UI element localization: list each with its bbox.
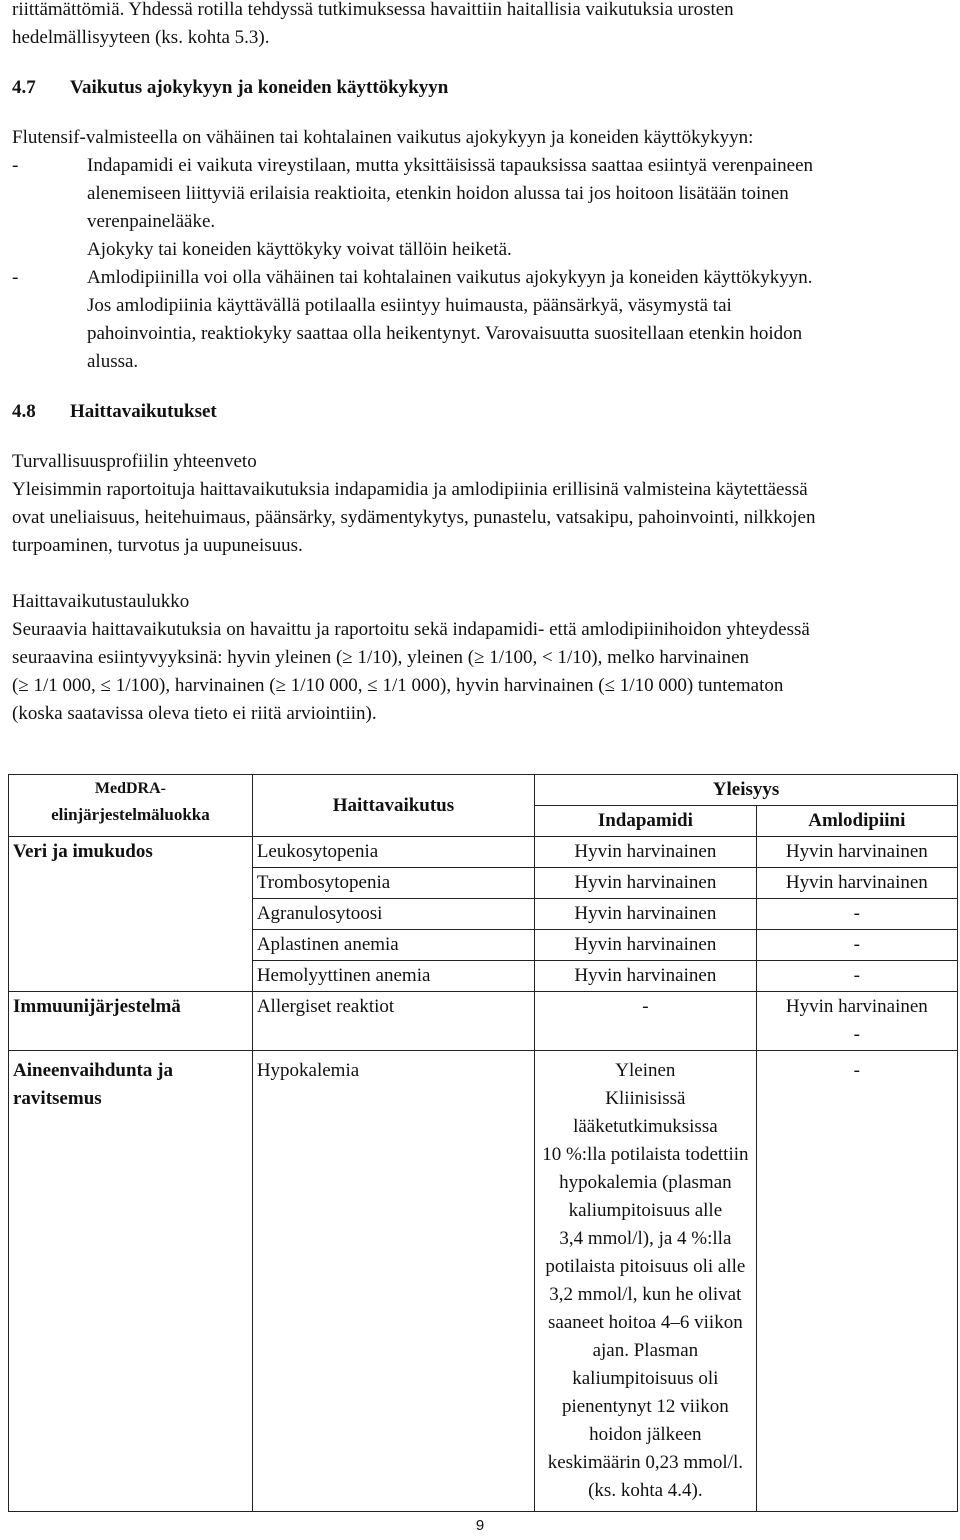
paragraph-line: Seuraavia haittavaikutuksia on havaittu ja raportoitu sekä indapamidi- että amlodipiinihoidon yhteydessä xyxy=(12,619,810,640)
note-line: (ks. kohta 4.4). xyxy=(588,1480,703,1501)
section-number: 4.7 xyxy=(12,77,36,98)
soc-cell xyxy=(9,930,253,961)
soc-cell xyxy=(9,961,253,992)
amlodipine-cell: Hyvin harvinainen xyxy=(756,837,957,868)
paragraph-line: turpoaminen, turvotus ja uupuneisuus. xyxy=(12,535,303,556)
note-line: lääketutkimuksissa xyxy=(573,1116,718,1137)
effect-cell: Leukosytopenia xyxy=(252,837,534,868)
note-line: hoidon jälkeen xyxy=(589,1424,702,1445)
intro-line-1: riittämättömiä. Yhdessä rotilla tehdyssä tutkimuksessa havaittiin haitallisia vaikutuksia urosten xyxy=(12,0,734,20)
table-row xyxy=(9,930,958,961)
bullet-line: alenemiseen liittyviä erilaisia reaktioita, etenkin hoidon alussa tai jos hoitoon lisätään toinen xyxy=(87,183,789,204)
indapamide-cell: - xyxy=(535,992,757,1051)
amlodipine-cell xyxy=(756,992,957,1051)
indapamide-cell: Hyvin harvinainen xyxy=(535,930,757,961)
note-line: kaliumpitoisuus alle xyxy=(568,1200,723,1221)
paragraph-line: ovat uneliaisuus, heitehuimaus, päänsärky, sydämentykytys, punastelu, vatsakipu, pahoinvointi, nilkkojen xyxy=(12,507,816,528)
indapamide-cell: Hyvin harvinainen xyxy=(535,868,757,899)
note-line: saaneet hoitoa 4–6 viikon xyxy=(548,1312,743,1333)
note-line: keskimäärin 0,23 mmol/l. xyxy=(547,1452,743,1473)
note-line: kaliumpitoisuus oli xyxy=(572,1368,719,1389)
effect-cell: Agranulosytoosi xyxy=(252,899,534,930)
header-soc-line1: MedDRA- xyxy=(94,780,166,797)
table-row xyxy=(9,899,958,930)
section-4-7-heading xyxy=(12,74,948,102)
soc-cell xyxy=(9,899,253,930)
table-row xyxy=(9,992,958,1051)
paragraph-line: Yleisimmin raportoituja haittavaikutuksia indapamidia ja amlodipiinia erillisinä valmisteina käytettäessä xyxy=(12,479,808,500)
note-line: hypokalemia (plasman xyxy=(559,1172,732,1193)
bullet-line: Amlodipiinilla voi olla vähäinen tai kohtalainen vaikutus ajokykyyn ja koneiden käyttökykyyn. xyxy=(87,267,813,288)
bullet-line: Indapamidi ei vaikuta vireystilaan, mutta yksittäisissä tapauksissa saattaa esiintyä verenpaineen xyxy=(87,155,813,176)
bullet-amlodipine xyxy=(12,264,948,376)
note-line: potilaista pitoisuus oli alle xyxy=(545,1256,746,1277)
amlodipine-cell: - xyxy=(756,930,957,961)
indapamide-value: Yleinen xyxy=(615,1060,676,1081)
note-line: ajan. Plasman xyxy=(592,1340,699,1361)
note-line: 3,2 mmol/l, kun he olivat xyxy=(549,1284,742,1305)
page-number: 9 xyxy=(475,1517,485,1534)
header-indapamide: Indapamidi xyxy=(535,806,757,837)
indapamide-cell: Hyvin harvinainen xyxy=(535,961,757,992)
bullet-line: Ajokyky tai koneiden käyttökyky voivat tällöin heiketä. xyxy=(87,239,512,260)
note-line: 3,4 mmol/l), ja 4 %:lla xyxy=(559,1228,732,1249)
bullet-line: verenpainelääke. xyxy=(87,211,216,232)
paragraph-line: (≥ 1/1 000, ≤ 1/100), harvinainen (≥ 1/10 000, ≤ 1/1 000), hyvin harvinainen (≤ 1/10 000) tuntematon xyxy=(12,675,784,696)
soc-cell: Immuunijärjestelmä xyxy=(9,992,253,1051)
header-effect: Haittavaikutus xyxy=(252,775,534,837)
soc-cell: Veri ja imukudos xyxy=(9,837,253,868)
section-title: Haittavaikutukset xyxy=(70,401,217,422)
header-frequency: Yleisyys xyxy=(535,775,958,806)
header-soc xyxy=(9,775,253,837)
adverse-effects-table xyxy=(8,774,958,1512)
note-line: 10 %:lla potilaista todettiin xyxy=(542,1144,749,1165)
intro-line-2: hedelmällisyyteen (ks. kohta 5.3). xyxy=(12,27,270,48)
effect-cell: Aplastinen anemia xyxy=(252,930,534,961)
table-row xyxy=(9,961,958,992)
effect-cell: Hemolyyttinen anemia xyxy=(252,961,534,992)
note-line: Kliinisissä xyxy=(605,1088,686,1109)
amlodipine-cell: - xyxy=(756,961,957,992)
amlodipine-cell: - xyxy=(756,1051,957,1512)
table-row xyxy=(9,837,958,868)
indapamide-cell xyxy=(535,1051,757,1512)
amlodipine-value-2: - xyxy=(853,1024,860,1045)
effect-cell: Trombosytopenia xyxy=(252,868,534,899)
paragraph-line: (koska saatavissa oleva tieto ei riitä arviointiin). xyxy=(12,703,377,724)
indapamide-cell: Hyvin harvinainen xyxy=(535,837,757,868)
note-line: pienentynyt 12 viikon xyxy=(561,1396,729,1417)
section-4-7-lead: Flutensif-valmisteella on vähäinen tai kohtalainen vaikutus ajokykyyn ja koneiden käyttökykyyn: xyxy=(12,127,754,148)
soc-cell xyxy=(9,868,253,899)
table-row xyxy=(9,1051,958,1512)
bullet-dash: - xyxy=(12,267,19,288)
soc-cell: Aineenvaihdunta ja ravitsemus xyxy=(9,1051,253,1512)
header-soc-line2: elinjärjestelmäluokka xyxy=(51,805,210,824)
section-title: Vaikutus ajokykyyn ja koneiden käyttökykyyn xyxy=(70,77,449,98)
bullet-line: Jos amlodipiinia käyttävällä potilaalla esiintyy huimausta, päänsärkyä, väsymystä tai xyxy=(87,295,732,316)
indapamide-cell: Hyvin harvinainen xyxy=(535,899,757,930)
subheading-adverse-table: Haittavaikutustaulukko xyxy=(12,591,190,612)
amlodipine-value: Hyvin harvinainen xyxy=(785,996,928,1017)
header-amlodipine: Amlodipiini xyxy=(756,806,957,837)
section-number: 4.8 xyxy=(12,401,36,422)
bullet-dash: - xyxy=(12,155,19,176)
document-page xyxy=(12,0,948,728)
amlodipine-cell: Hyvin harvinainen xyxy=(756,868,957,899)
section-4-8-heading xyxy=(12,398,948,426)
bullet-line: pahoinvointia, reaktiokyky saattaa olla heikentynyt. Varovaisuutta suositellaan etenkin hoidon xyxy=(87,323,803,344)
paragraph-line: seuraavina esiintyvyyksinä: hyvin yleinen (≥ 1/10), yleinen (≥ 1/100, < 1/10), melko harvinainen xyxy=(12,647,750,668)
effect-cell: Hypokalemia xyxy=(252,1051,534,1512)
bullet-indapamide xyxy=(12,152,948,264)
effect-cell: Allergiset reaktiot xyxy=(252,992,534,1051)
amlodipine-cell: - xyxy=(756,899,957,930)
bullet-line: alussa. xyxy=(87,351,139,372)
subheading-safety-profile: Turvallisuusprofiilin yhteenveto xyxy=(12,451,257,472)
table-row xyxy=(9,868,958,899)
